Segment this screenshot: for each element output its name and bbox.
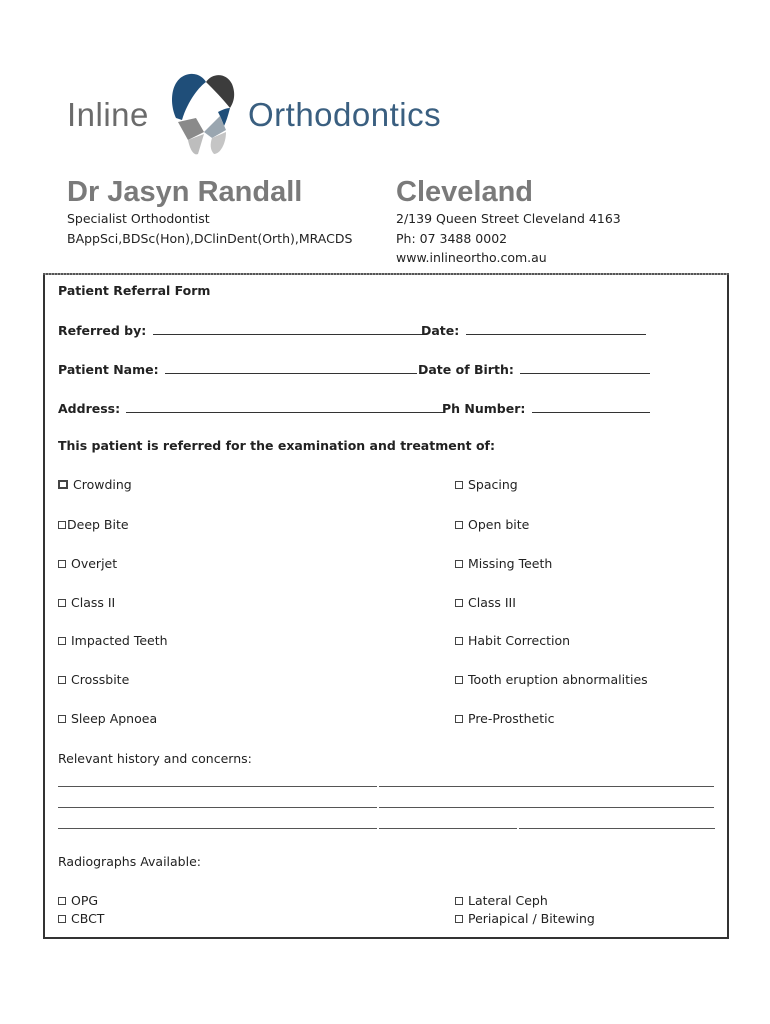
- referred-by-label: Referred by:: [58, 323, 147, 338]
- treatment-option-tooth-eruption[interactable]: [455, 672, 648, 687]
- dob-row: [418, 361, 650, 377]
- ph-number-label: Ph Number:: [442, 401, 526, 416]
- doctor-name: Dr Jasyn Randall: [67, 176, 303, 208]
- history-line: [519, 828, 715, 829]
- treatment-option-crowding[interactable]: [58, 477, 132, 492]
- practice-website[interactable]: www.inlineortho.com.au: [396, 250, 547, 265]
- treatment-option-habit-correction[interactable]: [455, 633, 570, 648]
- checkbox-icon[interactable]: [455, 915, 463, 923]
- referred-by-input[interactable]: [153, 322, 425, 335]
- treatment-option-crossbite[interactable]: [58, 672, 129, 687]
- dob-label: Date of Birth:: [418, 362, 514, 377]
- dob-input[interactable]: [520, 361, 650, 374]
- checkbox-icon[interactable]: [455, 676, 463, 684]
- option-label: Pre-Prosthetic: [468, 711, 555, 726]
- option-label: Impacted Teeth: [71, 633, 168, 648]
- patient-name-label: Patient Name:: [58, 362, 159, 377]
- option-label: Missing Teeth: [468, 556, 553, 571]
- checkbox-icon[interactable]: [455, 897, 463, 905]
- treatment-option-class-ii[interactable]: [58, 595, 115, 610]
- practice-phone: Ph: 07 3488 0002: [396, 230, 508, 246]
- logo-text-inline: Inline: [67, 96, 149, 133]
- option-label: CBCT: [71, 911, 105, 926]
- checkbox-icon[interactable]: [58, 915, 66, 923]
- checkbox-icon[interactable]: [58, 897, 66, 905]
- option-label: Periapical / Bitewing: [468, 911, 595, 926]
- address-input[interactable]: [126, 400, 444, 413]
- doctor-credentials: [67, 209, 352, 248]
- option-label: OPG: [71, 893, 99, 908]
- history-line: [58, 786, 377, 787]
- checkbox-icon[interactable]: [58, 521, 66, 529]
- option-label: Sleep Apnoea: [71, 711, 158, 726]
- radiograph-option-cbct[interactable]: [58, 911, 104, 926]
- option-label: Crowding: [73, 477, 132, 492]
- treatment-option-overjet[interactable]: [58, 556, 117, 571]
- treatment-option-spacing[interactable]: [455, 477, 518, 492]
- practice-address: 2/139 Queen Street Cleveland 4163: [396, 211, 621, 226]
- checkbox-icon[interactable]: [455, 599, 463, 607]
- address-row: [58, 400, 444, 416]
- option-label: Habit Correction: [468, 633, 571, 648]
- radiographs-label: Radiographs Available:: [58, 854, 201, 869]
- radiograph-option-lateral-ceph[interactable]: [455, 893, 548, 908]
- doctor-title: Specialist Orthodontist: [67, 211, 210, 226]
- history-line: [379, 807, 714, 808]
- treatment-option-missing-teeth[interactable]: [455, 556, 552, 571]
- treatment-option-sleep-apnoea[interactable]: [58, 711, 157, 726]
- referred-by-row: [58, 322, 425, 338]
- history-line: [379, 786, 714, 787]
- date-label: Date:: [421, 323, 460, 338]
- checkbox-icon[interactable]: [455, 637, 463, 645]
- ph-number-input[interactable]: [532, 400, 650, 413]
- checkbox-icon[interactable]: [58, 480, 68, 489]
- history-line: [58, 828, 377, 829]
- checkbox-icon[interactable]: [455, 481, 463, 489]
- address-label: Address:: [58, 401, 121, 416]
- treatment-option-pre-prosthetic[interactable]: [455, 711, 555, 726]
- checkbox-icon[interactable]: [455, 715, 463, 723]
- history-line: [58, 807, 377, 808]
- option-label: Lateral Ceph: [468, 893, 548, 908]
- radiograph-option-periapical-bitewing[interactable]: [455, 911, 595, 926]
- date-input[interactable]: [466, 322, 646, 335]
- history-label: Relevant history and concerns:: [58, 751, 252, 766]
- option-label: Open bite: [468, 517, 530, 532]
- checkbox-icon[interactable]: [58, 676, 66, 684]
- patient-name-input[interactable]: [165, 361, 417, 374]
- checkbox-icon[interactable]: [455, 560, 463, 568]
- checkbox-icon[interactable]: [455, 521, 463, 529]
- logo-text-orthodontics: Orthodontics: [248, 96, 442, 133]
- option-label: Crossbite: [71, 672, 130, 687]
- checkbox-icon[interactable]: [58, 715, 66, 723]
- practice-contact: [396, 209, 621, 268]
- treatment-option-open-bite[interactable]: [455, 517, 529, 532]
- option-label: Tooth eruption abnormalities: [468, 672, 648, 687]
- history-line: [379, 828, 517, 829]
- option-label: Class III: [468, 595, 516, 610]
- date-row: [421, 322, 646, 338]
- checkbox-icon[interactable]: [58, 637, 66, 645]
- option-label: Class II: [71, 595, 116, 610]
- treatment-option-deep-bite[interactable]: [58, 517, 129, 532]
- treatment-heading: This patient is referred for the examination and treatment of:: [58, 438, 495, 453]
- treatment-option-impacted-teeth[interactable]: [58, 633, 168, 648]
- treatment-option-class-iii[interactable]: [455, 595, 516, 610]
- ph-number-row: [442, 400, 650, 416]
- history-input[interactable]: [58, 778, 714, 834]
- form-title: Patient Referral Form: [58, 283, 211, 298]
- patient-name-row: [58, 361, 417, 377]
- tooth-icon: [168, 70, 238, 156]
- doctor-qualifications: BAppSci,BDSc(Hon),DClinDent(Orth),MRACDS: [67, 230, 353, 246]
- radiograph-option-opg[interactable]: [58, 893, 98, 908]
- option-label: Spacing: [468, 477, 518, 492]
- checkbox-icon[interactable]: [58, 560, 66, 568]
- option-label: Deep Bite: [67, 517, 129, 532]
- practice-location: Cleveland: [396, 176, 533, 208]
- checkbox-icon[interactable]: [58, 599, 66, 607]
- option-label: Overjet: [71, 556, 118, 571]
